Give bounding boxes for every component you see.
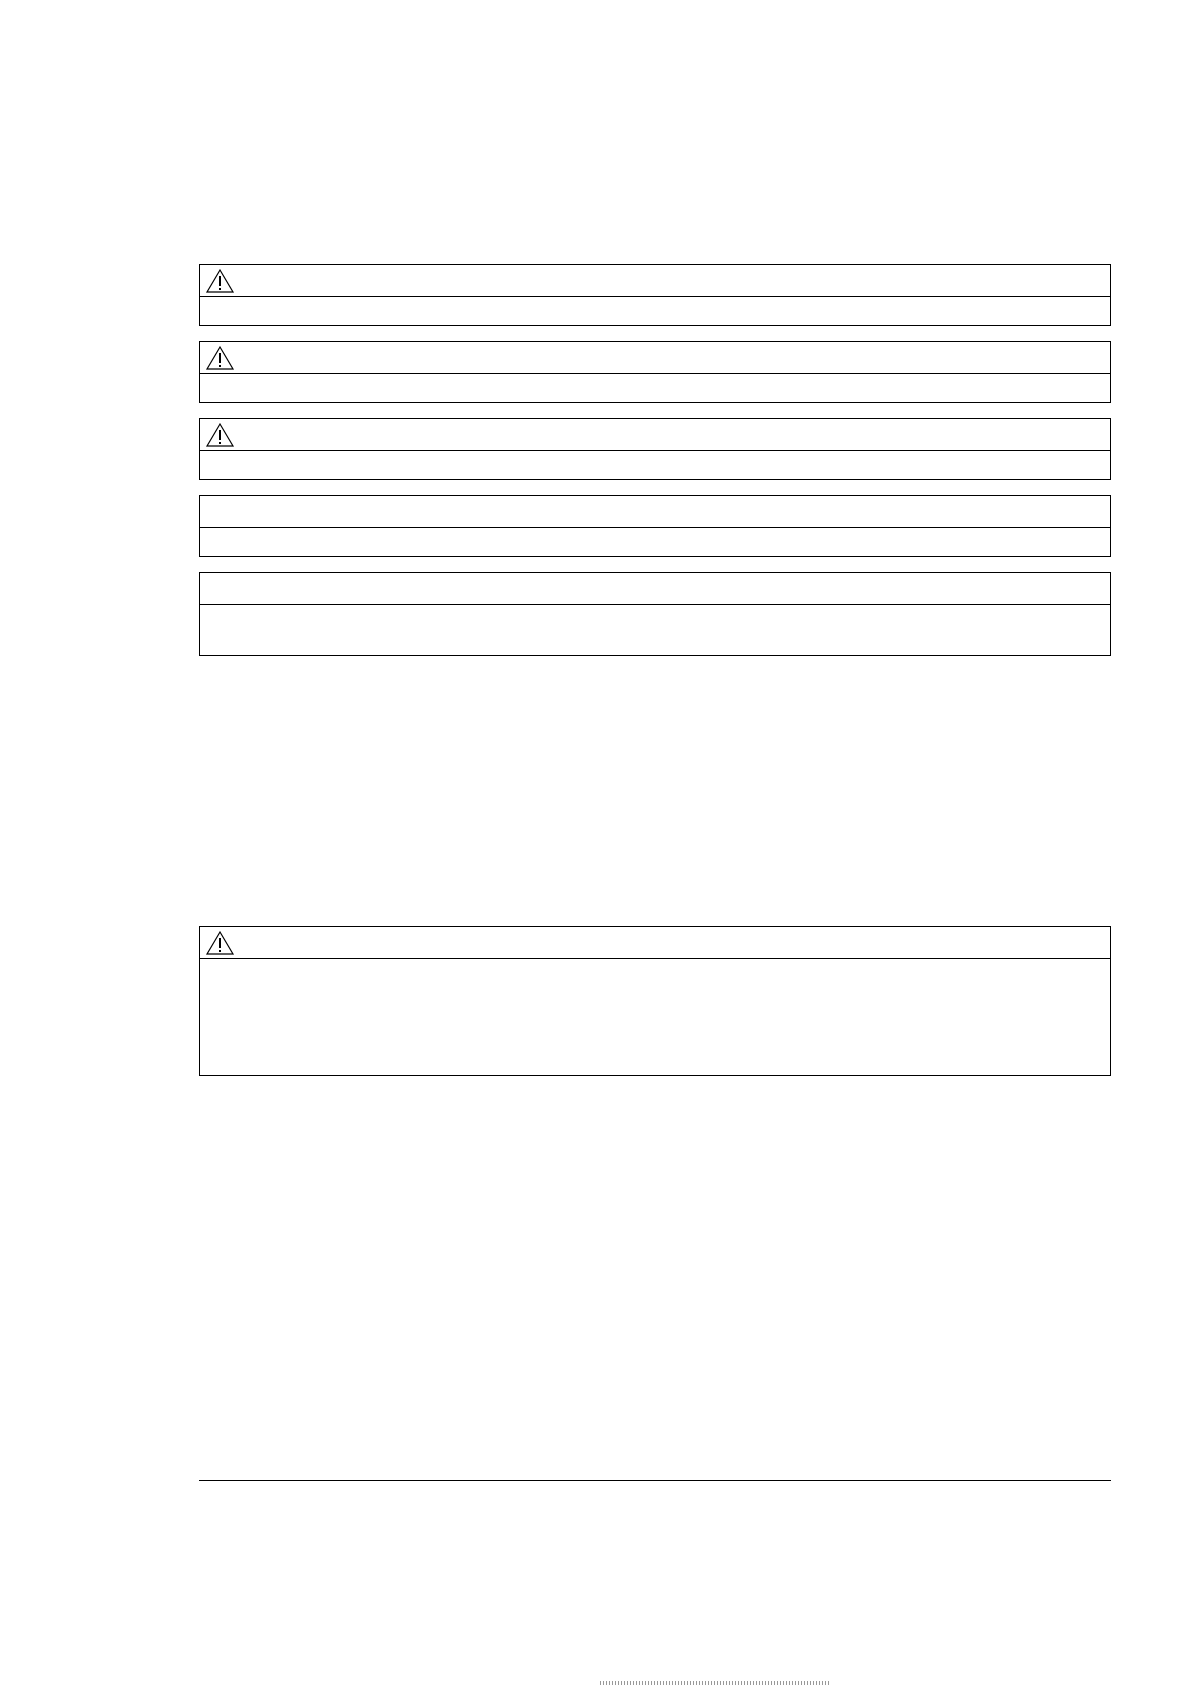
notice-box <box>199 572 1111 656</box>
footer-divider <box>199 1480 1111 1481</box>
notice-header <box>200 419 1110 451</box>
notice-box <box>199 495 1111 557</box>
warning-triangle-icon <box>205 422 235 448</box>
scan-artifact <box>600 1681 830 1685</box>
notice-header <box>200 342 1110 374</box>
warning-notice-box <box>199 926 1111 1076</box>
warning-triangle-icon <box>205 930 235 956</box>
warning-notice-box <box>199 418 1111 480</box>
warning-notice-box <box>199 341 1111 403</box>
notice-header <box>200 496 1110 528</box>
notice-header <box>200 573 1110 605</box>
warning-triangle-icon <box>205 268 235 294</box>
notice-header <box>200 927 1110 959</box>
notice-header <box>200 265 1110 297</box>
warning-triangle-icon <box>205 345 235 371</box>
warning-notice-box <box>199 264 1111 326</box>
